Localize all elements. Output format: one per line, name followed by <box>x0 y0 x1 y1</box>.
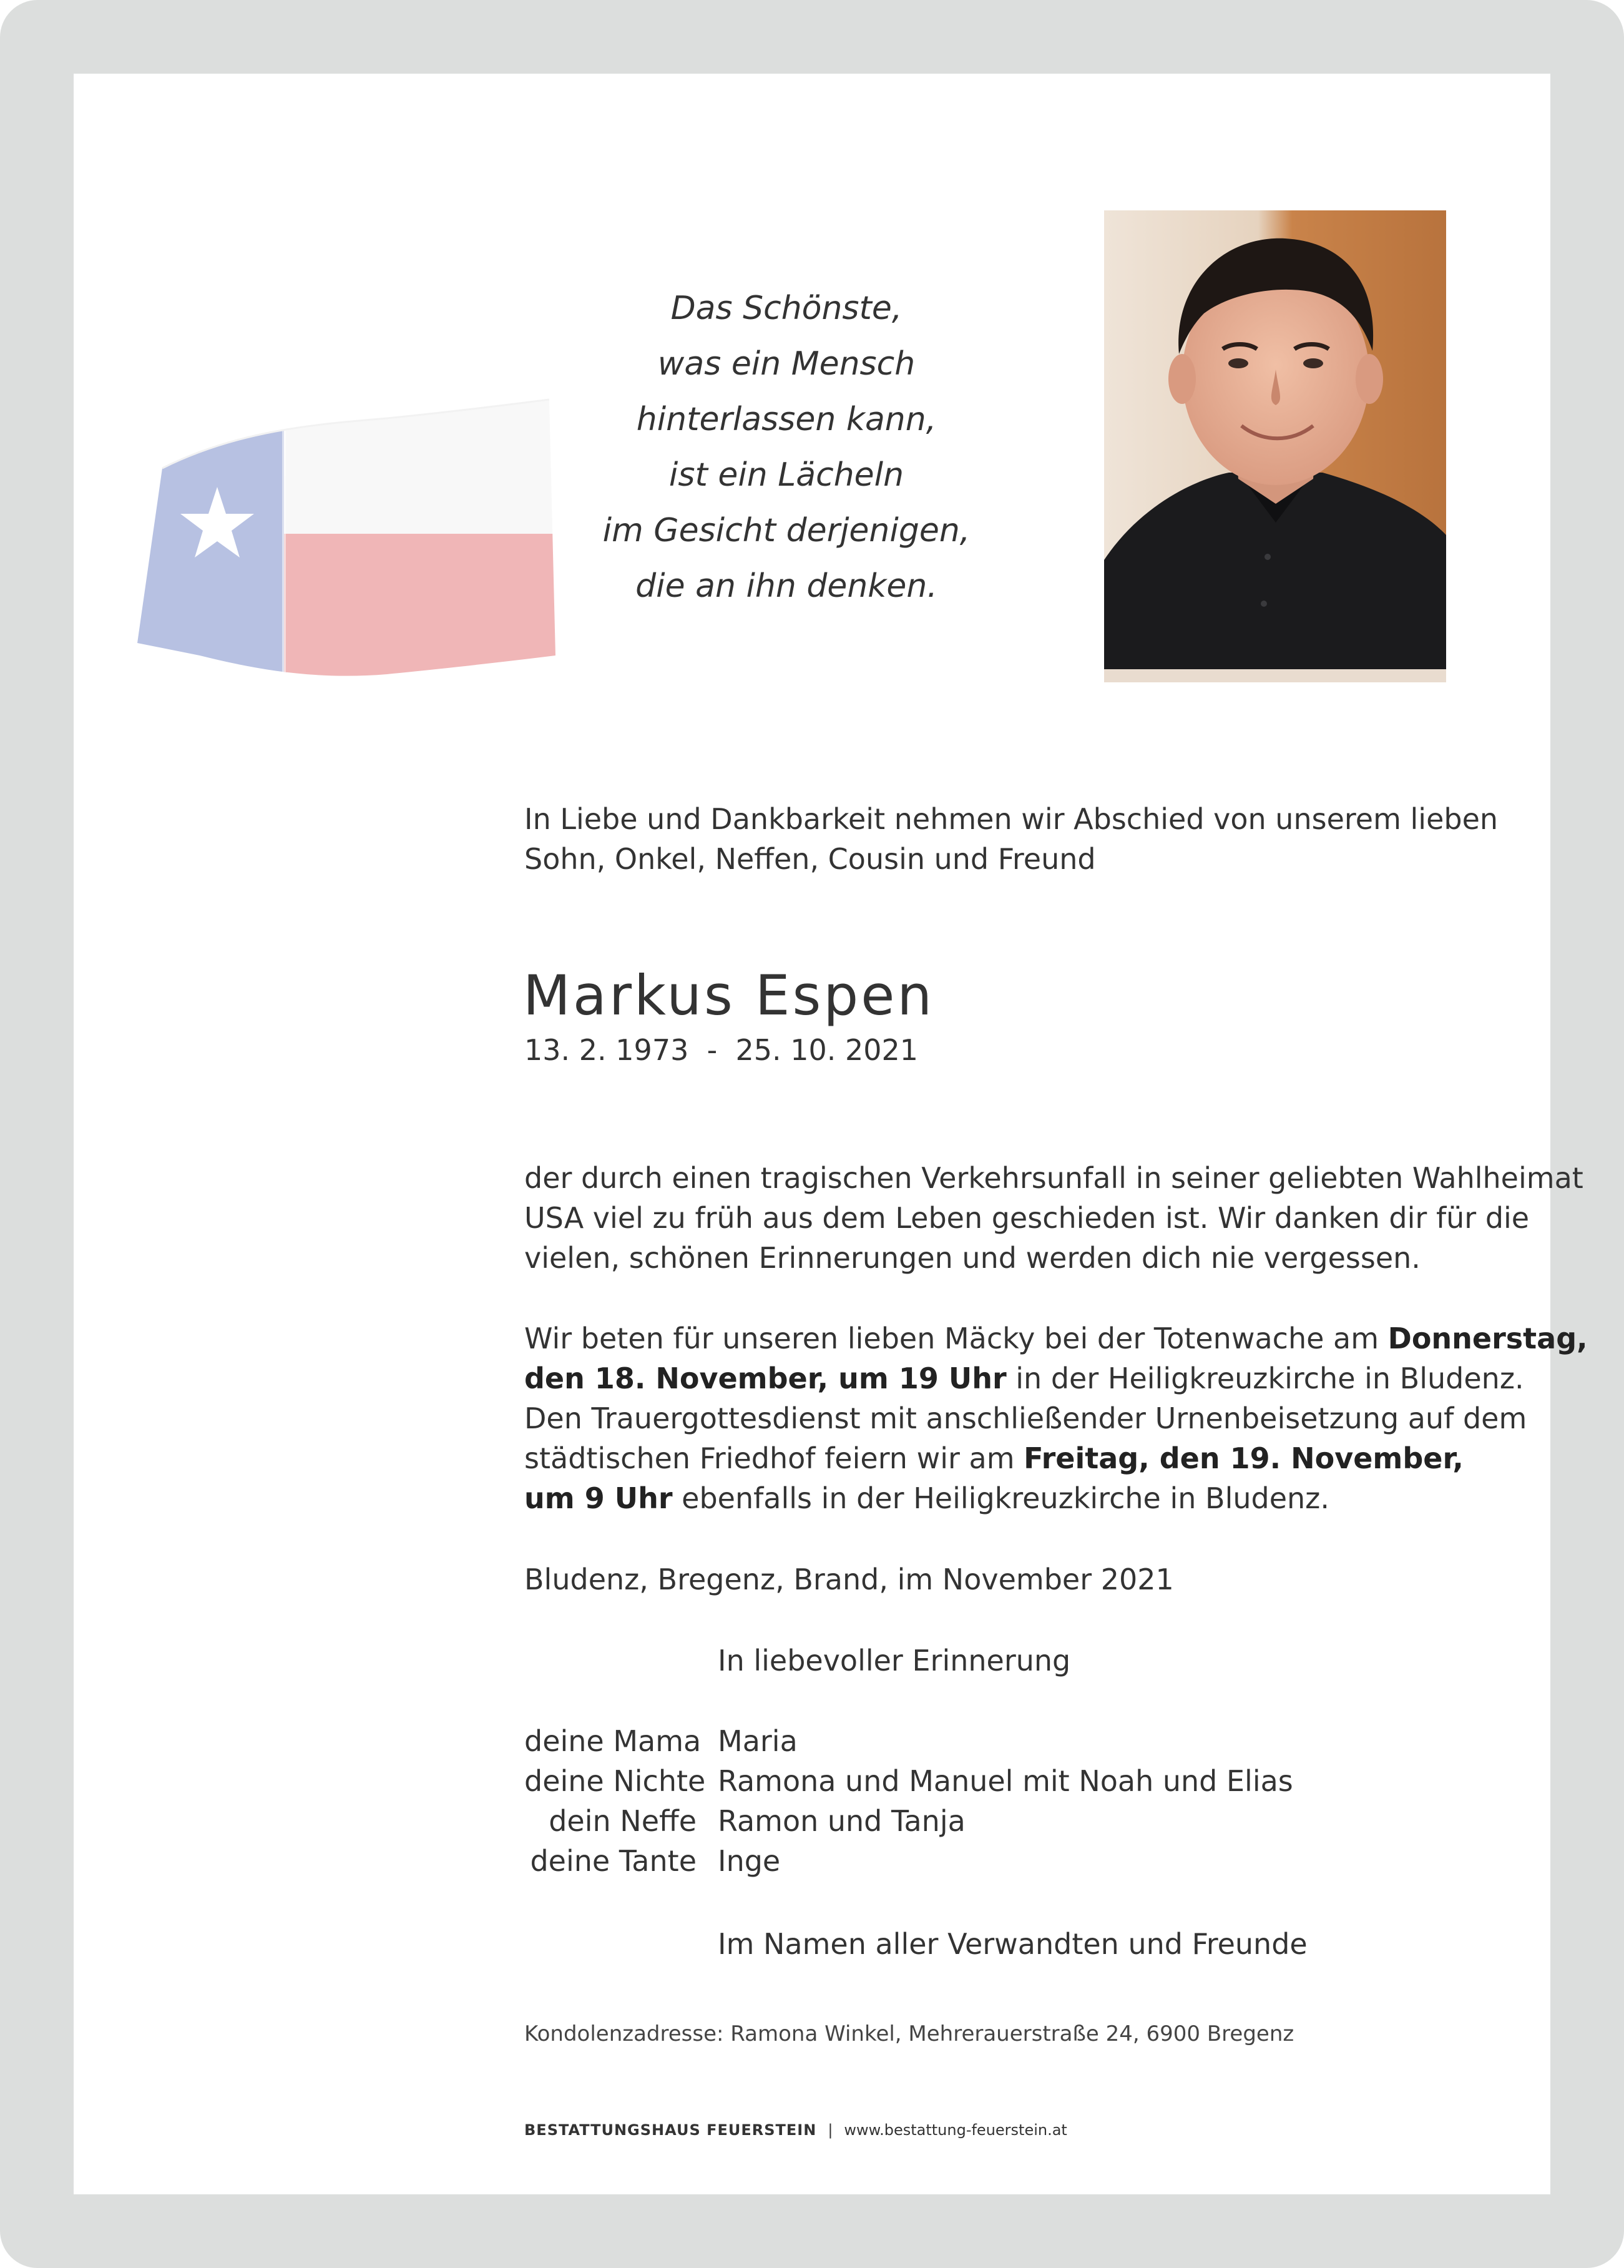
family-row <box>524 1761 1293 1801</box>
poem-line: was ein Mensch <box>657 345 916 383</box>
texas-flag-image <box>125 393 562 687</box>
deceased-name: Markus Espen <box>523 963 935 1028</box>
footer <box>524 2121 1067 2139</box>
intro-line: Sohn, Onkel, Neffen, Cousin und Freund <box>524 842 1096 876</box>
family-relation: deine Tante <box>530 1844 697 1878</box>
poem-line: die an ihn denken. <box>635 567 937 605</box>
footer-separator: | <box>828 2121 833 2139</box>
paragraph-line <box>524 1358 1588 1398</box>
portrait-photo <box>1104 210 1446 682</box>
family-names: Ramon und Tanja <box>718 1804 966 1838</box>
family-row <box>524 1841 1293 1881</box>
family-names: Inge <box>718 1844 781 1878</box>
bold-span: Freitag, den 19. November, <box>1024 1441 1464 1475</box>
poem-line: im Gesicht derjenigen, <box>602 512 971 549</box>
place-date: Bludenz, Bregenz, Brand, im November 2021 <box>524 1563 1174 1596</box>
texas-flag-icon <box>125 393 562 687</box>
family-relation: deine Nichte <box>524 1764 706 1798</box>
text-span: Wir beten für unseren lieben Mäcky bei der Totenwache am <box>524 1322 1388 1355</box>
family-names: Maria <box>718 1724 798 1758</box>
text-span: in der Heiligkreuzkirche in Bludenz. <box>1006 1362 1524 1395</box>
life-dates: 13. 2. 1973 - 25. 10. 2021 <box>524 1033 919 1067</box>
paragraph-line: der durch einen tragischen Verkehrsunfall in seiner geliebten Wahlheimat <box>524 1161 1583 1195</box>
bold-span: um 9 Uhr <box>524 1481 673 1515</box>
paragraph-line <box>524 1478 1588 1518</box>
family-relation: dein Neffe <box>549 1804 697 1838</box>
website-link[interactable]: www.bestattung-feuerstein.at <box>844 2121 1067 2139</box>
paragraph-line <box>524 1318 1588 1358</box>
paragraph-circumstances <box>524 1158 1583 1278</box>
paragraph-line: vielen, schönen Erinnerungen und werden dich nie vergessen. <box>524 1241 1421 1275</box>
poem-line: ist ein Lächeln <box>668 456 904 494</box>
poem-line: hinterlassen kann, <box>636 401 937 438</box>
paragraph-line <box>524 1438 1588 1478</box>
intro-text <box>524 799 1498 879</box>
bold-span: den 18. November, um 19 Uhr <box>524 1362 1007 1395</box>
family-names: Ramona und Manuel mit Noah und Elias <box>718 1764 1293 1798</box>
funeral-home-name: BESTATTUNGSHAUS FEUERSTEIN <box>524 2121 817 2139</box>
portrait-photo-icon <box>1104 210 1446 682</box>
intro-line: In Liebe und Dankbarkeit nehmen wir Abschied von unserem lieben <box>524 802 1499 836</box>
text-span: städtischen Friedhof feiern wir am <box>524 1441 1024 1475</box>
paragraph-line: USA viel zu früh aus dem Leben geschieden ist. Wir danken dir für die <box>524 1201 1530 1235</box>
poem <box>599 281 974 614</box>
family-row <box>524 1801 1293 1841</box>
closing-line: Im Namen aller Verwandten und Freunde <box>718 1927 1308 1961</box>
condolence-address: Kondolenzadresse: Ramona Winkel, Mehrerauerstraße 24, 6900 Bregenz <box>524 2021 1294 2046</box>
family-row <box>524 1721 1293 1761</box>
paragraph-line: Den Trauergottesdienst mit anschließender Urnenbeisetzung auf dem <box>524 1402 1527 1435</box>
bold-span: Donnerstag, <box>1387 1322 1588 1355</box>
text-span: ebenfalls in der Heiligkreuzkirche in Bludenz. <box>672 1481 1329 1515</box>
poem-line: Das Schönste, <box>670 290 902 327</box>
remembrance-line: In liebevoller Erinnerung <box>718 1644 1071 1677</box>
family-relation: deine Mama <box>524 1724 702 1758</box>
family-list <box>524 1721 1293 1881</box>
paragraph-services <box>524 1318 1588 1518</box>
